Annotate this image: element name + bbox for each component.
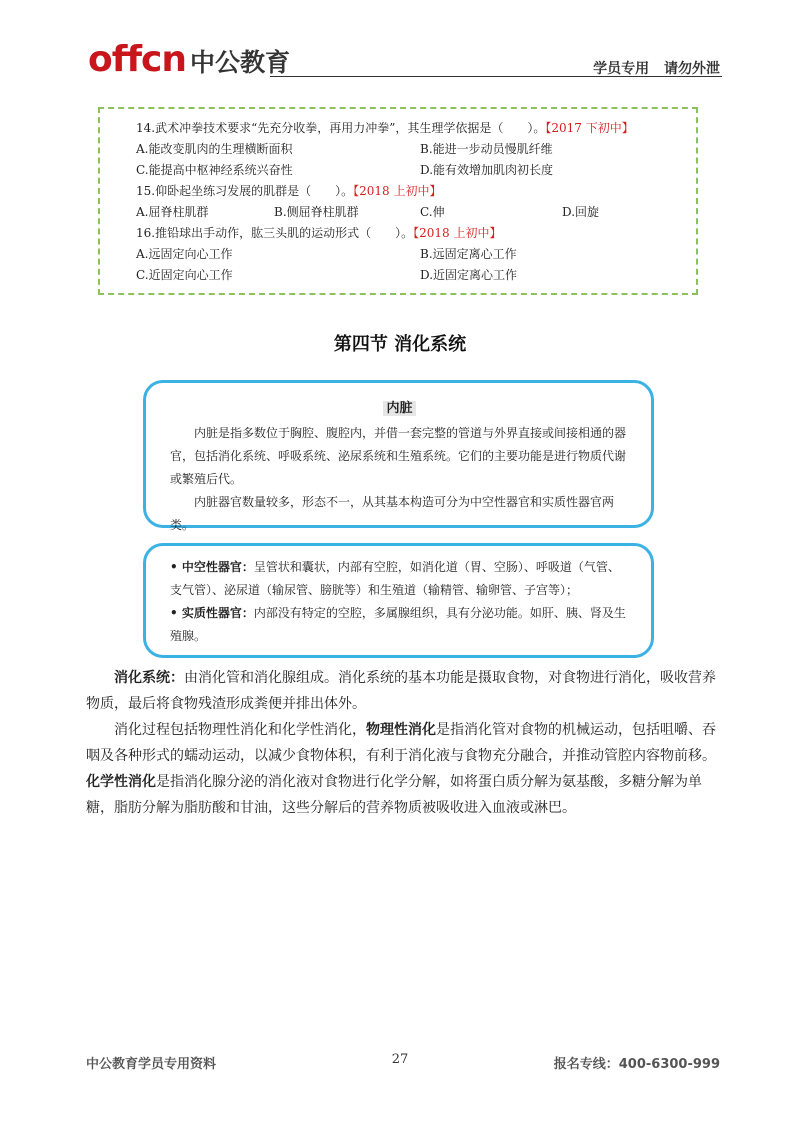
question-tag: 【2018 上初中】 — [353, 184, 442, 198]
term-label: 消化系统： — [114, 670, 184, 686]
question-tag: 【2018 上初中】 — [413, 226, 502, 240]
option-c: C.伸 — [420, 205, 445, 219]
question-16: 16.推铅球出手动作，肱三头肌的运动形式（ ）。【2018 上初中】 — [136, 226, 502, 240]
logo-mark: offcn — [88, 39, 187, 80]
body-paragraph: 消化过程包括物理性消化和化学性消化，物理性消化是指消化管对食物的机械运动，包括咀嚼、吞咽及各种形式的蠕动运动，以减少食物体积，有利于消化液与食物充分融合，并推动管腔内容物前移。化学性消化是指消化腺分泌的消化液对食物进行化学分解，如将蛋白质分解为氨基酸，多糖分解为单糖，脂肪分解为脂肪酸和甘油，这些分解后的营养物质被吸收进入血液或淋巴。 — [86, 722, 716, 816]
option-a: A.能改变肌肉的生理横断面积 — [136, 142, 293, 156]
page-number: 27 — [391, 1052, 409, 1067]
header-label — [593, 58, 720, 78]
question-box — [98, 107, 698, 295]
box-title: 内脏 — [170, 397, 629, 420]
header-label-1: 学员专用 — [593, 61, 650, 77]
option-d: D.回旋 — [562, 205, 600, 219]
option-c: C.近固定向心工作 — [136, 268, 233, 282]
option-a: A.屈脊柱肌群 — [136, 205, 209, 219]
item-label: • 中空性器官： — [170, 560, 254, 574]
term-label: 化学性消化 — [86, 774, 156, 790]
box-paragraph: 内脏是指多数位于胸腔、腹腔内，并借一套完整的管道与外界直接或间接相通的器官，包括消化系统、呼吸系统、泌尿系统和生殖系统。它们的主要功能是进行物质代谢或繁殖后代。 — [170, 426, 627, 486]
option-d: D.能有效增加肌肉初长度 — [420, 163, 554, 177]
option-b: B.能进一步动员慢肌纤维 — [420, 142, 553, 156]
list-item: • 实质性器官：内部没有特定的空腔，多属腺组织，具有分泌功能。如肝、胰、肾及生殖腺。 — [170, 606, 626, 643]
item-label: • 实质性器官： — [170, 606, 254, 620]
option-a: A.远固定向心工作 — [136, 247, 233, 261]
option-b: B.侧屈脊柱肌群 — [274, 205, 359, 219]
organ-types-box — [143, 543, 654, 658]
definition-box — [143, 380, 654, 532]
term-label: 物理性消化 — [366, 722, 436, 738]
list-item: • 中空性器官：呈管状和囊状，内部有空腔，如消化道（胃、空肠）、呼吸道（气管、支气管）、泌尿道（输尿管、膀胱等）和生殖道（输精管、输卵管、子宫等）； — [170, 560, 620, 597]
section-title: 第四节 消化系统 — [333, 334, 467, 355]
question-14: 14.武术冲拳技术要求“先充分收拳，再用力冲拳”，其生理学依据是（ ）。【2017 下初中】 — [136, 121, 634, 135]
option-d: D.近固定离心工作 — [420, 268, 518, 282]
header-label-2: 请勿外泄 — [664, 61, 720, 77]
question-tag: 【2017 下初中】 — [545, 121, 634, 135]
question-15: 15.仰卧起坐练习发展的肌群是（ ）。【2018 上初中】 — [136, 184, 442, 198]
logo-text: 中公教育 — [190, 48, 291, 77]
logo — [88, 39, 291, 80]
box-paragraph: 内脏器官数量较多，形态不一，从其基本构造可分为中空性器官和实质性器官两类。 — [170, 495, 615, 532]
body-paragraph: 消化系统：由消化管和消化腺组成。消化系统的基本功能是摄取食物，对食物进行消化，吸收营养物质，最后将食物残渣形成粪便并排出体外。 — [86, 670, 716, 712]
footer-left: 中公教育学员专用资料 — [86, 1057, 217, 1072]
option-c: C.能提高中枢神经系统兴奋性 — [136, 163, 293, 177]
option-b: B.远固定离心工作 — [420, 247, 517, 261]
footer-right: 报名专线：400-6300-999 — [553, 1057, 720, 1072]
body-text — [86, 665, 716, 821]
